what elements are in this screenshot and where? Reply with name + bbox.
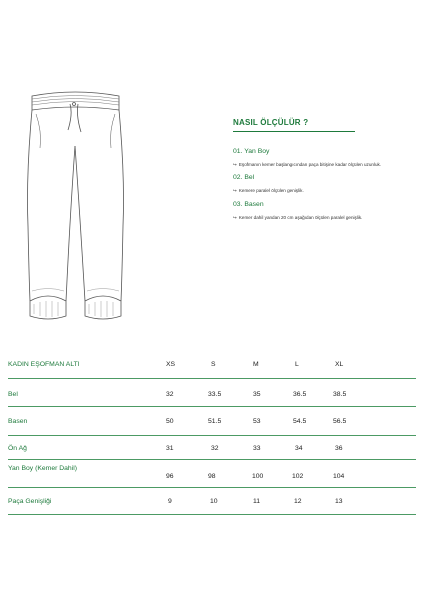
table-title: KADIN EŞOFMAN ALTI [8,361,80,368]
table-cell: 35 [253,391,261,398]
table-cell: 56.5 [333,418,347,425]
table-cell: 38.5 [333,391,347,398]
table-divider [8,435,416,436]
table-cell: 100 [252,473,264,480]
size-header-s: S [211,361,216,368]
table-cell: 31 [166,445,174,452]
row-label: Basen [8,418,28,425]
table-cell: 33 [253,445,261,452]
table-divider [8,514,416,515]
sweatpants-illustration [18,86,133,328]
size-header-xl: XL [335,361,344,368]
arrow-icon: ↪ [233,162,237,167]
table-cell: 13 [335,498,343,505]
table-cell: 36.5 [293,391,307,398]
how-to-measure-title: NASIL ÖLÇÜLÜR ? [233,118,309,127]
measure-title-yan-boy: 01. Yan Boy [233,148,270,155]
size-header-m: M [253,361,259,368]
measure-desc-bel [233,188,304,194]
measure-desc-text: Eşofmanın kemer başlangıcından paça bitişine kadar ölçülen uzunluk. [238,162,382,167]
arrow-icon: ↪ [233,188,237,193]
table-cell: 53 [253,418,261,425]
row-label: Paça Genişliği [8,498,52,505]
row-label: Yan Boy (Kemer Dahil) [8,465,78,472]
table-cell: 34 [295,445,303,452]
row-label: Ön Ağ [8,445,27,452]
table-cell: 9 [168,498,172,505]
measure-desc-text: Kemer dahil yandan 20 cm aşağıdan ölçülen paralel genişlik. [238,215,363,220]
measure-desc-text: Kemere paralel ölçülen genişlik. [238,188,304,193]
how-to-measure-underline [233,131,355,132]
table-divider [8,487,416,488]
table-cell: 33.5 [208,391,222,398]
table-cell: 32 [211,445,219,452]
table-divider [8,459,416,460]
table-cell: 54.5 [293,418,307,425]
size-header-l: L [295,361,299,368]
table-divider [8,378,416,379]
size-header-xs: XS [166,361,176,368]
table-cell: 98 [208,473,216,480]
measure-desc-yan-boy [233,162,381,168]
measure-title-basen: 03. Basen [233,201,264,208]
measure-desc-basen [233,215,362,221]
table-cell: 32 [166,391,174,398]
table-cell: 12 [294,498,302,505]
row-label: Bel [8,391,18,398]
table-cell: 96 [166,473,174,480]
table-cell: 11 [253,498,261,505]
table-cell: 104 [333,473,345,480]
table-cell: 10 [210,498,218,505]
table-cell: 36 [335,445,343,452]
table-cell: 50 [166,418,174,425]
table-divider [8,406,416,407]
table-cell: 102 [292,473,304,480]
table-cell: 51.5 [208,418,222,425]
measure-title-bel: 02. Bel [233,174,255,181]
arrow-icon: ↪ [233,215,237,220]
